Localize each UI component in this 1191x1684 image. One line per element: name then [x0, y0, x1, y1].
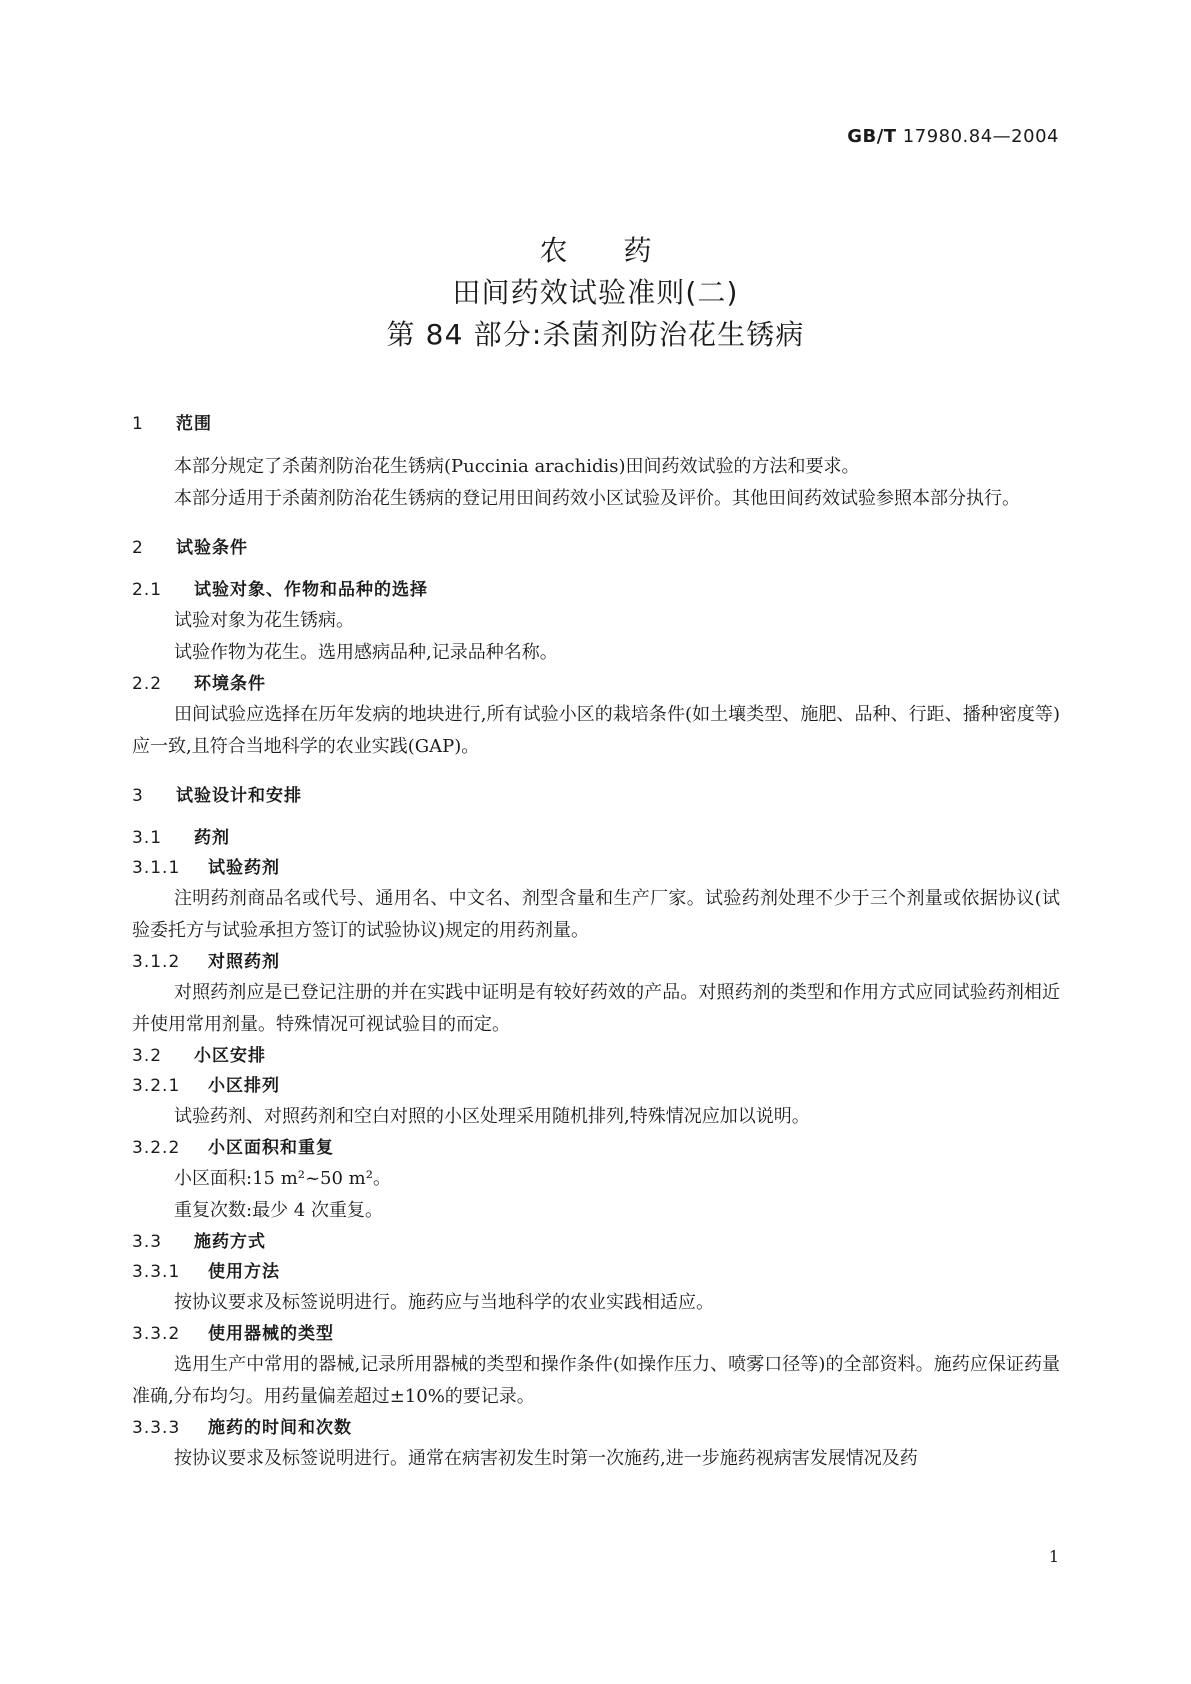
section-number: 3.3	[132, 1232, 163, 1252]
section-heading-2	[132, 535, 1060, 561]
subsection-heading-3-1-1	[132, 853, 1060, 883]
subsection-heading-3-1-2	[132, 947, 1060, 977]
paragraph: 选用生产中常用的器械,记录所用器械的类型和操作条件(如操作压力、喷雾口径等)的全部资料。施药应保证药量准确,分布均匀。用药量偏差超过±10%的要记录。	[132, 1354, 1060, 1407]
paragraph: 按协议要求及标签说明进行。通常在病害初发生时第一次施药,进一步施药视病害发展情况及药	[174, 1448, 918, 1469]
title-line-2: 田间药效试验准则(二)	[452, 276, 739, 309]
paragraph: 本部分适用于杀菌剂防治花生锈病的登记用田间药效小区试验及评价。其他田间药效试验参照本部分执行。	[174, 488, 1020, 509]
section-title: 试验对象、作物和品种的选择	[194, 580, 428, 600]
section-title: 试验设计和安排	[176, 786, 302, 806]
section-number: 3.1.2	[132, 952, 181, 972]
subsection-heading-3-3	[132, 1227, 1060, 1257]
section-title: 对照药剂	[208, 952, 280, 972]
paragraph: 按协议要求及标签说明进行。施药应与当地科学的农业实践相适应。	[174, 1292, 714, 1313]
section-number: 2	[132, 538, 144, 558]
section-title: 小区面积和重复	[208, 1138, 334, 1158]
section-number: 2.2	[132, 674, 163, 694]
section-title: 小区安排	[194, 1046, 266, 1066]
section-number: 3.2.2	[132, 1138, 181, 1158]
section-title: 试验条件	[176, 538, 248, 558]
section-heading-3	[132, 783, 1060, 809]
paragraph: 小区面积:15 m²~50 m²。	[174, 1168, 391, 1189]
subsection-heading-2-2	[132, 669, 1060, 699]
subsection-heading-3-2	[132, 1041, 1060, 1071]
subsection-heading-3-2-1	[132, 1071, 1060, 1101]
page-number: 1	[1048, 1547, 1059, 1566]
paragraph: 试验药剂、对照药剂和空白对照的小区处理采用随机排列,特殊情况应加以说明。	[174, 1106, 810, 1127]
section-number: 3.1.1	[132, 858, 181, 878]
section-number: 3.2	[132, 1046, 163, 1066]
paragraph: 重复次数:最少 4 次重复。	[174, 1200, 383, 1221]
paragraph: 注明药剂商品名或代号、通用名、中文名、剂型含量和生产厂家。试验药剂处理不少于三个剂量或依据协议(试验委托方与试验承担方签订的试验协议)规定的用药剂量。	[132, 888, 1060, 941]
title-line-3: 第 84 部分:杀菌剂防治花生锈病	[386, 318, 805, 351]
paragraph: 田间试验应选择在历年发病的地块进行,所有试验小区的栽培条件(如土壤类型、施肥、品种、行距、播种密度等)应一致,且符合当地科学的农业实践(GAP)。	[132, 704, 1060, 757]
section-number: 1	[132, 414, 144, 434]
section-title: 施药的时间和次数	[208, 1418, 352, 1438]
section-number: 3.3.1	[132, 1262, 181, 1282]
section-number: 3.1	[132, 828, 163, 848]
section-title: 环境条件	[194, 674, 266, 694]
section-title: 施药方式	[194, 1232, 266, 1252]
section-title: 药剂	[194, 828, 230, 848]
section-heading-1	[132, 411, 1060, 437]
subsection-heading-3-1	[132, 823, 1060, 853]
standard-number: 17980.84—2004	[902, 126, 1059, 147]
section-title: 使用方法	[208, 1262, 280, 1282]
document-body	[132, 411, 1060, 1475]
section-title: 范围	[176, 414, 212, 434]
section-title: 试验药剂	[208, 858, 280, 878]
paragraph: 本部分规定了杀菌剂防治花生锈病(Puccinia arachidis)田间药效试验的方法和要求。	[174, 456, 860, 477]
document-title	[0, 230, 1191, 356]
paragraph: 试验对象为花生锈病。	[174, 610, 354, 631]
section-number: 2.1	[132, 580, 163, 600]
section-number: 3.2.1	[132, 1076, 181, 1096]
section-number: 3	[132, 786, 144, 806]
title-line-1: 农 药	[539, 234, 652, 267]
section-title: 小区排列	[208, 1076, 280, 1096]
section-number: 3.3.2	[132, 1324, 181, 1344]
subsection-heading-3-3-3	[132, 1413, 1060, 1443]
subsection-heading-3-3-2	[132, 1319, 1060, 1349]
standard-prefix: GB/T	[847, 126, 897, 147]
paragraph: 对照药剂应是已登记注册的并在实践中证明是有较好药效的产品。对照药剂的类型和作用方式应同试验药剂相近并使用常用剂量。特殊情况可视试验目的而定。	[132, 982, 1060, 1035]
subsection-heading-3-3-1	[132, 1257, 1060, 1287]
section-title: 使用器械的类型	[208, 1324, 334, 1344]
paragraph: 试验作物为花生。选用感病品种,记录品种名称。	[174, 642, 558, 663]
subsection-heading-3-2-2	[132, 1133, 1060, 1163]
subsection-heading-2-1	[132, 575, 1060, 605]
section-number: 3.3.3	[132, 1418, 181, 1438]
standard-code	[847, 126, 1059, 147]
